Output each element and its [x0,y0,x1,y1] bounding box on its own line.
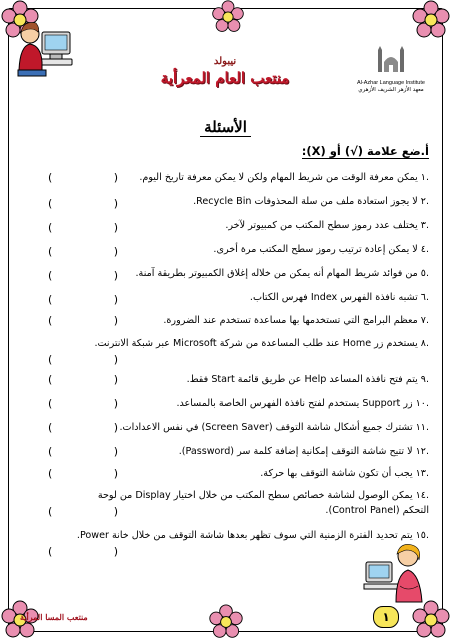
institute-logo [351,46,431,94]
question-number: .١٤ [415,490,429,501]
header [150,56,300,87]
question-number: .٣ [420,220,429,231]
question-text: من فوائد شريط المهام أنه يمكن من خلاله إغلاق الكمبيوتر بطريقة آمنة. [135,268,418,279]
answer-box[interactable] [48,544,118,559]
question-10 [69,396,429,411]
question-number: .١٥ [415,530,429,541]
answer-open: ( [48,293,53,306]
answer-open: ( [48,171,53,184]
answer-close: ) [113,421,118,434]
answer-box[interactable] [48,244,118,259]
question-number: .٤ [420,244,429,255]
answer-close: ) [113,467,118,480]
answer-close: ) [113,197,118,210]
answer-box[interactable] [48,420,118,435]
question-1 [69,170,429,185]
computer-girl-illustration [362,540,434,606]
answer-close: ) [113,545,118,558]
answer-open: ( [48,467,53,480]
answer-close: ) [113,221,118,234]
answer-box[interactable] [48,504,118,519]
answer-close: ) [113,505,118,518]
answer-open: ( [48,221,53,234]
question-number: .٦ [420,292,429,303]
question-number: .١١ [415,422,429,433]
answer-box[interactable] [48,352,118,367]
answer-open: ( [48,314,53,327]
answer-close: ) [113,445,118,458]
answer-box[interactable] [48,220,118,235]
answer-close: ) [113,293,118,306]
question-5 [69,266,429,281]
answer-open: ( [48,269,53,282]
answer-open: ( [48,505,53,518]
answer-open: ( [48,245,53,258]
question-number: .٩ [420,374,429,385]
question-text: يختلف عدد رموز سطح المكتب من كمبيوتر لآخر. [225,220,418,231]
question-text: معظم البرامج التي تستخدمها بها مساعدة تستخدم عند الضرورة. [163,315,418,326]
mosque-icon [374,46,408,74]
answer-open: ( [48,373,53,386]
answer-close: ) [113,269,118,282]
question-number: .٢ [420,196,429,207]
question-text: يمكن معرفة الوقت من شريط المهام ولكن لا يمكن معرفة تاريخ اليوم. [139,172,418,183]
question-15 [69,528,429,543]
flower-icon [208,604,244,640]
answer-open: ( [48,397,53,410]
question-9 [69,372,429,387]
question-number: .١٢ [415,446,429,457]
answer-box[interactable] [48,170,118,185]
instruction [302,144,429,158]
question-number: .١٠ [415,398,429,409]
answer-close: ) [113,373,118,386]
question-2 [69,194,429,209]
question-text: يستخدم زر Home عند طلب المساعدة من شركة Microsoft عبر شبكة الانترنت. [94,338,418,349]
question-text: يتم تحديد الفترة الزمنية التي سوف تظهر بعدها شاشة التوقف من خلال خانة Power. [76,530,413,541]
question-12 [69,444,429,459]
answer-box[interactable] [48,444,118,459]
question-number: .٥ [420,268,429,279]
question-text: لا يجوز استعادة ملف من سلة المحذوفات Recycle Bin. [193,196,418,207]
answer-box[interactable] [48,466,118,481]
computer-user-illustration [14,14,76,80]
question-text: يجب أن تكون شاشة التوقف بها حركة. [260,468,413,479]
footer-text: منتعب المسا المرأية [20,612,88,622]
question-11 [69,420,429,435]
question-text: يتم فتح نافذة المساعد Help عن طريق قائمة Start فقط. [186,374,418,385]
flower-icon [411,0,451,40]
question-7 [69,313,429,328]
answer-close: ) [113,353,118,366]
logo-name-ar: معهد الأزهر الشريف الأزهري [358,87,424,93]
answer-open: ( [48,421,53,434]
question-text: يمكن الوصول لشاشة خصائص سطح المكتب من خلال اختيار Display من لوحة التحكم (Control Panel). [97,490,429,516]
answer-open: ( [48,545,53,558]
question-text: لا يمكن إعادة ترتيب رموز سطح المكتب مرة أخرى. [213,244,418,255]
answer-close: ) [113,397,118,410]
question-6 [69,290,429,305]
answer-box[interactable] [48,396,118,411]
question-number: .٨ [420,338,429,349]
question-text: لا تتيح شاشة التوقف إمكانية إضافة كلمة سر (Password). [178,446,413,457]
section-title [0,118,451,136]
answer-open: ( [48,197,53,210]
question-text: تشترك جميع أشكال شاشة التوقف (Screen Saver) في نفس الاعدادات. [119,422,413,433]
answer-box[interactable] [48,196,118,211]
question-number: .١ [420,172,429,183]
question-14 [69,488,429,518]
question-4 [69,242,429,257]
instruction-text: أ.ضع علامة (√) أو (X): [301,144,429,158]
answer-box[interactable] [48,268,118,283]
answer-open: ( [48,353,53,366]
answer-box[interactable] [48,372,118,387]
question-3 [69,218,429,233]
flower-icon [411,600,451,640]
header-title: منتعب العام المعرأية [160,69,290,87]
question-text: زر Support يستخدم لفتح نافذة الفهرس الخاصة بالمساعد. [176,398,413,409]
question-number: .٧ [420,315,429,326]
logo-name-en: Al-Azhar Language Institute [357,80,425,86]
answer-close: ) [113,314,118,327]
answer-close: ) [113,171,118,184]
question-number: .١٣ [415,468,429,479]
answer-close: ) [113,245,118,258]
answer-box[interactable] [48,313,118,328]
answer-open: ( [48,445,53,458]
header-subtitle: نيبولد [213,56,237,67]
answer-box[interactable] [48,292,118,307]
page-number: ١ [373,606,399,628]
question-13 [69,466,429,481]
question-text: تشبه نافذة الفهرس Index فهرس الكتاب. [249,292,418,303]
section-title-text: الأسئلة [200,118,251,137]
question-8 [69,336,429,351]
flower-icon [211,0,245,34]
